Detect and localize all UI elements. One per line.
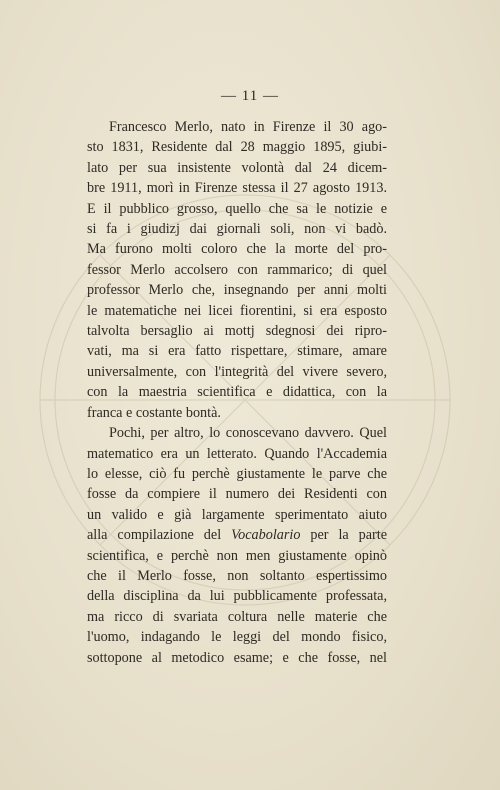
text-line: fessor Merlo accolsero con rammarico; di quel (87, 261, 387, 278)
text-line: un valido e già largamente sperimentato aiuto (87, 506, 387, 523)
text-line: le matematiche nei licei fiorentini, si era esposto (87, 302, 387, 319)
paragraph-2 (87, 423, 387, 668)
text-line: fosse da compiere il numero dei Residenti con (87, 486, 387, 503)
body-text (87, 117, 387, 668)
text-line: ma ricco di svariata coltura nelle materie che (87, 608, 387, 625)
text-line: della disciplina da lui pubblicamente professata, (87, 588, 387, 605)
text-line: matematico era un letterato. Quando l'Accademia (87, 445, 387, 462)
text-line: Ma furono molti coloro che la morte del pro- (87, 241, 387, 258)
text-line: universalmente, con l'integrità del vivere severo, (87, 363, 387, 380)
text-line: scientifica, e perchè non men giustamente opinò (87, 547, 387, 564)
text-line: bre 1911, morì in Firenze stessa il 27 agosto 1913. (87, 180, 387, 197)
page-number: — 11 — (221, 88, 279, 104)
text-line: sto 1831, Residente dal 28 maggio 1895, giubi- (87, 139, 387, 156)
text-line: professor Merlo che, insegnando per anni molti (87, 282, 387, 299)
text-line: talvolta bersaglio ai mottj sdegnosi dei ripro- (87, 323, 387, 340)
text-line: vati, ma si era fatto rispettare, stimare, amare (87, 343, 387, 360)
text-segment: alla compilazione del (87, 527, 232, 544)
text-line: che il Merlo fosse, non soltanto espertissimo (87, 567, 387, 584)
text-line: con la maestria scientifica e didattica, con la (87, 384, 387, 401)
text-line: l'uomo, indagando le leggi del mondo fisico, (87, 629, 387, 646)
text-line: sottopone al metodico esame; e che fosse, nel (87, 649, 387, 666)
paragraph-1 (87, 117, 387, 423)
text-line: Pochi, per altro, lo conoscevano davvero. Quel (109, 425, 387, 442)
italic-word: Vocabolario (231, 527, 301, 544)
text-line: Francesco Merlo, nato in Firenze il 30 ago- (109, 119, 387, 135)
text-line: E il pubblico grosso, quello che sa le notizie e (87, 200, 387, 217)
text-line: si fa i giudizj dai giornali soli, non vi badò. (87, 221, 387, 238)
text-segment: per la parte (300, 527, 387, 544)
text-line: lato per sua insistente volontà dal 24 dicem- (87, 159, 387, 176)
text-line: lo elesse, ciò fu perchè giustamente le parve che (87, 465, 387, 482)
text-line: franca e costante bontà. (87, 404, 221, 421)
text-line-with-italic (87, 525, 387, 545)
